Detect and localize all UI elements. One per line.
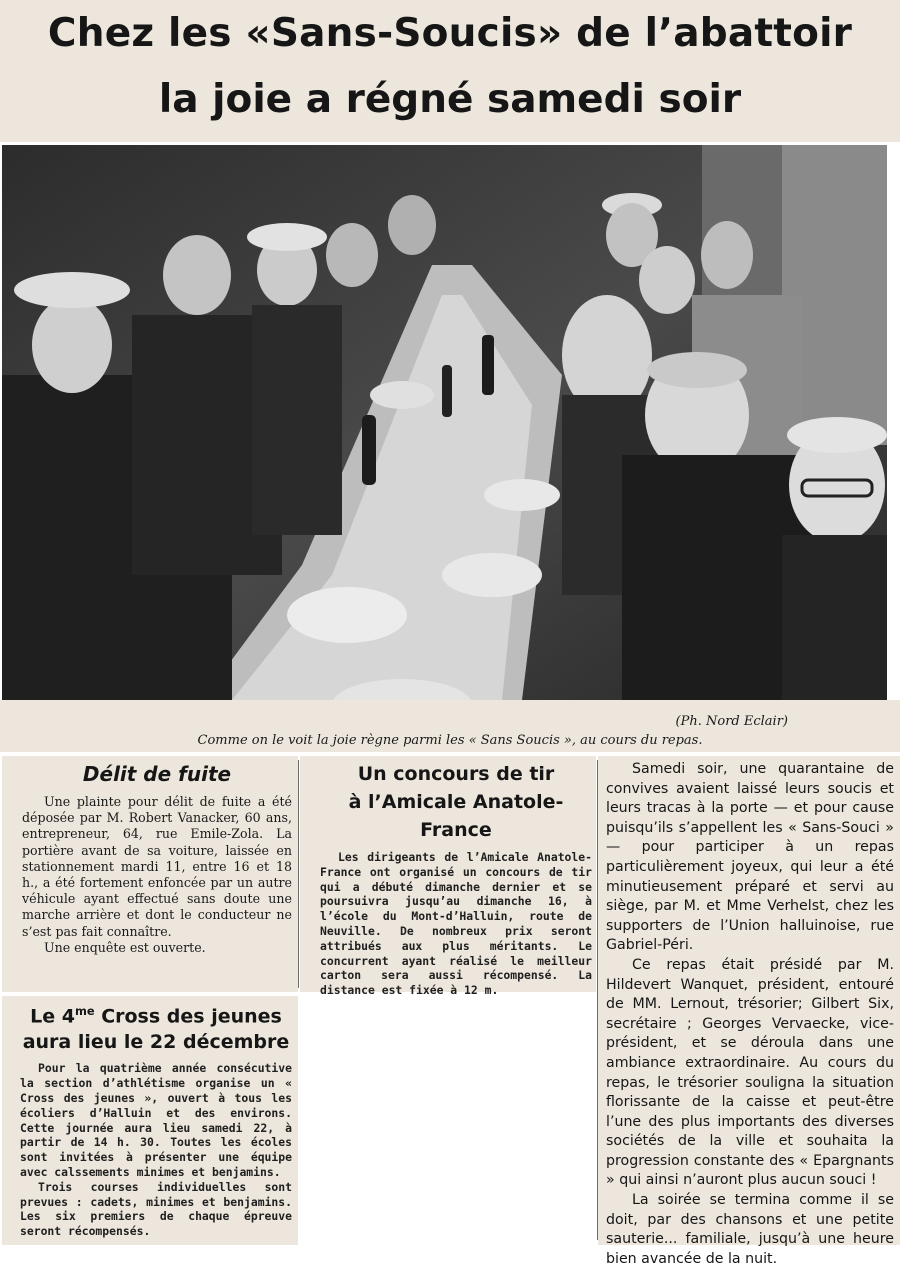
photo-caption: Comme on le voit la joie règne parmi les « Sans Soucis », au cours du repas.	[197, 733, 703, 748]
column-divider-left	[298, 760, 299, 988]
cross-title-rest: Cross des jeunes	[94, 1005, 282, 1028]
cross-title-prefix: Le 4	[30, 1005, 75, 1028]
article-paragraph-1: Samedi soir, une quarantaine de convives avaient laissé leurs soucis et leurs tracas à la porte — et pour cause puisqu’ils s’appellent les « Sans-Souci » — pour participer à un repas particulièrement joyeux, qui leur a été minutieusement préparé et servi au siège, par M. et Mme Verhelst, chez les supporters de l’Union halluinoise, rue Gabriel-Péri.	[606, 761, 894, 954]
cross-body	[20, 1061, 292, 1239]
cross-paragraph-2: Trois courses individuelles sont prevues : cadets, minimes et benjamins. Les six premiers de chaque épreuve seront récompensés.	[20, 1179, 292, 1239]
headline-line-1: Chez les «Sans-Soucis» de l’abattoir	[47, 11, 853, 56]
delit-article	[22, 760, 292, 956]
cross-title-line-1	[20, 998, 292, 1029]
tir-body	[320, 850, 592, 998]
photo-credit: (Ph. Nord Eclair)	[675, 714, 788, 729]
cross-title-line-2: aura lieu le 22 décembre	[22, 1031, 290, 1054]
cross-paragraph-1: Pour la quatrième année consécutive la section d’athlétisme organise un « Cross des jeunes », ouvert à tous les écoliers d’Halluin et des environs. Cette journée aura lieu samedi 22, à partir de 14 h. 30. Toutes les écoles sont invitées à présenter une équipe avec calssements minimes et benjamins.	[20, 1061, 292, 1179]
delit-title: Délit de fuite	[82, 762, 232, 786]
cross-article	[20, 998, 292, 1239]
article-paragraph-2: Ce repas était présidé par M. Hildevert Wanquet, président, entouré de MM. Lernout, trésorier; Gilbert Six, secrétaire ; Georges Vervaecke, vice-président, et se déroula dans une ambiance extraordinaire. Au cours du repas, le trésorier souligna la situation florissante de la caisse et peut-être l’une des plus importants des diverses sociétés de la ville et souhaita la progression constante des « Epargnants » qui ainsi n’auront plus aucun souci !	[606, 956, 894, 1189]
tir-article	[320, 760, 592, 998]
delit-body	[22, 794, 292, 956]
delit-paragraph-2: Une enquête est ouverte.	[44, 939, 206, 955]
tir-paragraph: Les dirigeants de l’Amicale Anatole-France ont organisé un concours de tir qui a débuté dimanche dernier et se poursuivra jusqu’au dimanche 16, à l’école du Mont-d’Halluin, route de Neuville. De nombreux prix seront attribués aux plus méritants. Le concurrent ayant réalisé le meilleur carton sera aussi récompensé. La distance est fixée à 12 m.	[320, 850, 592, 998]
delit-paragraph-1: Une plainte pour délit de fuite a été déposée par M. Robert Vanacker, 60 ans, entrepreneur, 64, rue Emile-Zola. La portière avant de sa voiture, laissée en stationnement mardi 11, entre 16 et 18 h., a été fortement enfoncée par un autre véhicule ayant effectué sans doute une marche arrière et dont le conducteur ne s’est pas fait connaître.	[22, 794, 292, 939]
tir-title-line-2: à l’Amicale Anatole-France	[348, 791, 564, 841]
article-paragraph-3: La soirée se termina comme il se doit, par des chansons et une petite sauterie... familiale, jusqu’à une heure bien avancée de la nuit.	[606, 1192, 894, 1267]
headline	[0, 0, 900, 140]
tir-title-line-1: Un concours de tir	[357, 763, 555, 785]
cross-title-sup: me	[74, 1004, 95, 1018]
article-body	[606, 760, 894, 1269]
banquet-photo	[2, 145, 887, 700]
headline-line-2: la joie a régné samedi soir	[158, 77, 742, 122]
banquet-photo-illustration	[2, 145, 887, 700]
